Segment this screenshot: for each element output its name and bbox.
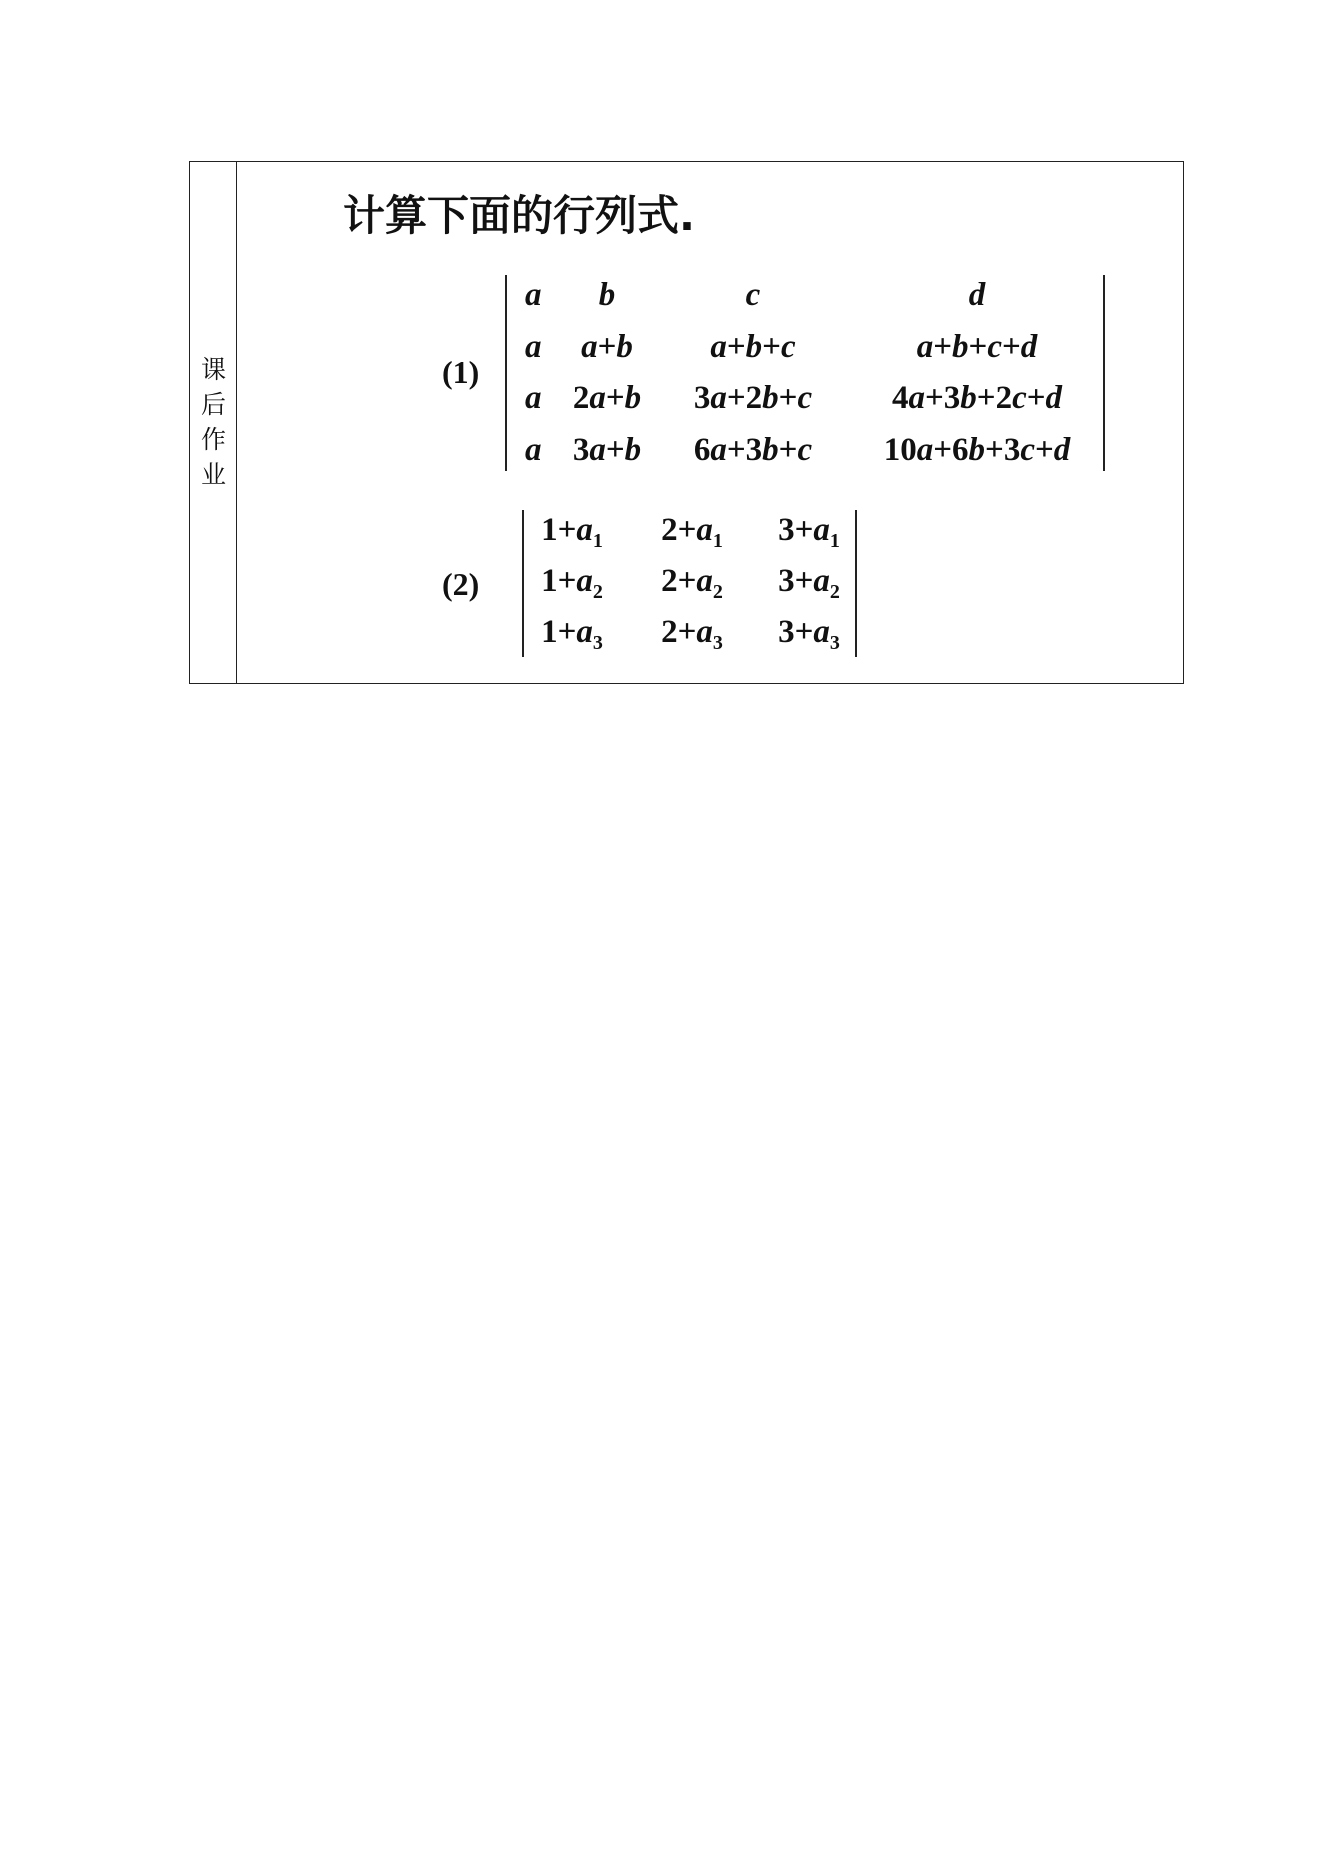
matrix-entry: $3+a_2$: [778, 563, 840, 603]
problem-label-1: (1): [442, 354, 480, 390]
matrix-entry: $2+a_1$: [661, 512, 723, 552]
matrix-entry: 4a+3b+2c+d: [891, 380, 1063, 416]
matrix-entry: a: [525, 380, 542, 416]
matrix-entry: a: [525, 328, 542, 365]
problem-label-2: (2): [442, 566, 480, 602]
matrix-entry: d: [968, 277, 986, 313]
matrix-entry: $3+a_3$: [778, 614, 840, 654]
matrix-entry: a: [525, 431, 542, 468]
matrix-entry: 3a+2b+c: [693, 380, 813, 416]
matrix-entry: $1+a_2$: [541, 563, 603, 603]
matrix-entry: $1+a_3$: [541, 614, 603, 654]
matrix-entry: a+b+c+d: [916, 328, 1038, 365]
matrix-entry: $1+a_1$: [541, 512, 603, 552]
matrix-entry: b: [598, 277, 616, 313]
matrix-entry: $2+a_3$: [661, 614, 723, 654]
matrix-entry: 6a+3b+c: [693, 431, 813, 468]
matrix-entry: 10a+6b+3c+d: [883, 431, 1071, 468]
determinant-2: [522, 510, 857, 657]
side-column: [190, 162, 237, 683]
page-title: 计算下面的行列式.: [343, 191, 695, 240]
matrix-entry: a: [525, 277, 542, 313]
matrix-entry: c: [745, 277, 761, 313]
matrix-entry: a+b+c: [710, 328, 796, 365]
matrix-entry: a+b: [581, 328, 633, 365]
matrix-entry: $3+a_1$: [778, 512, 840, 552]
determinant-1: [505, 275, 1105, 471]
matrix-entry: 3a+b: [572, 431, 642, 468]
matrix-entry: 2a+b: [572, 380, 642, 416]
side-label: 课 后 作 业: [200, 355, 226, 489]
matrix-entry: $2+a_2$: [661, 563, 723, 603]
